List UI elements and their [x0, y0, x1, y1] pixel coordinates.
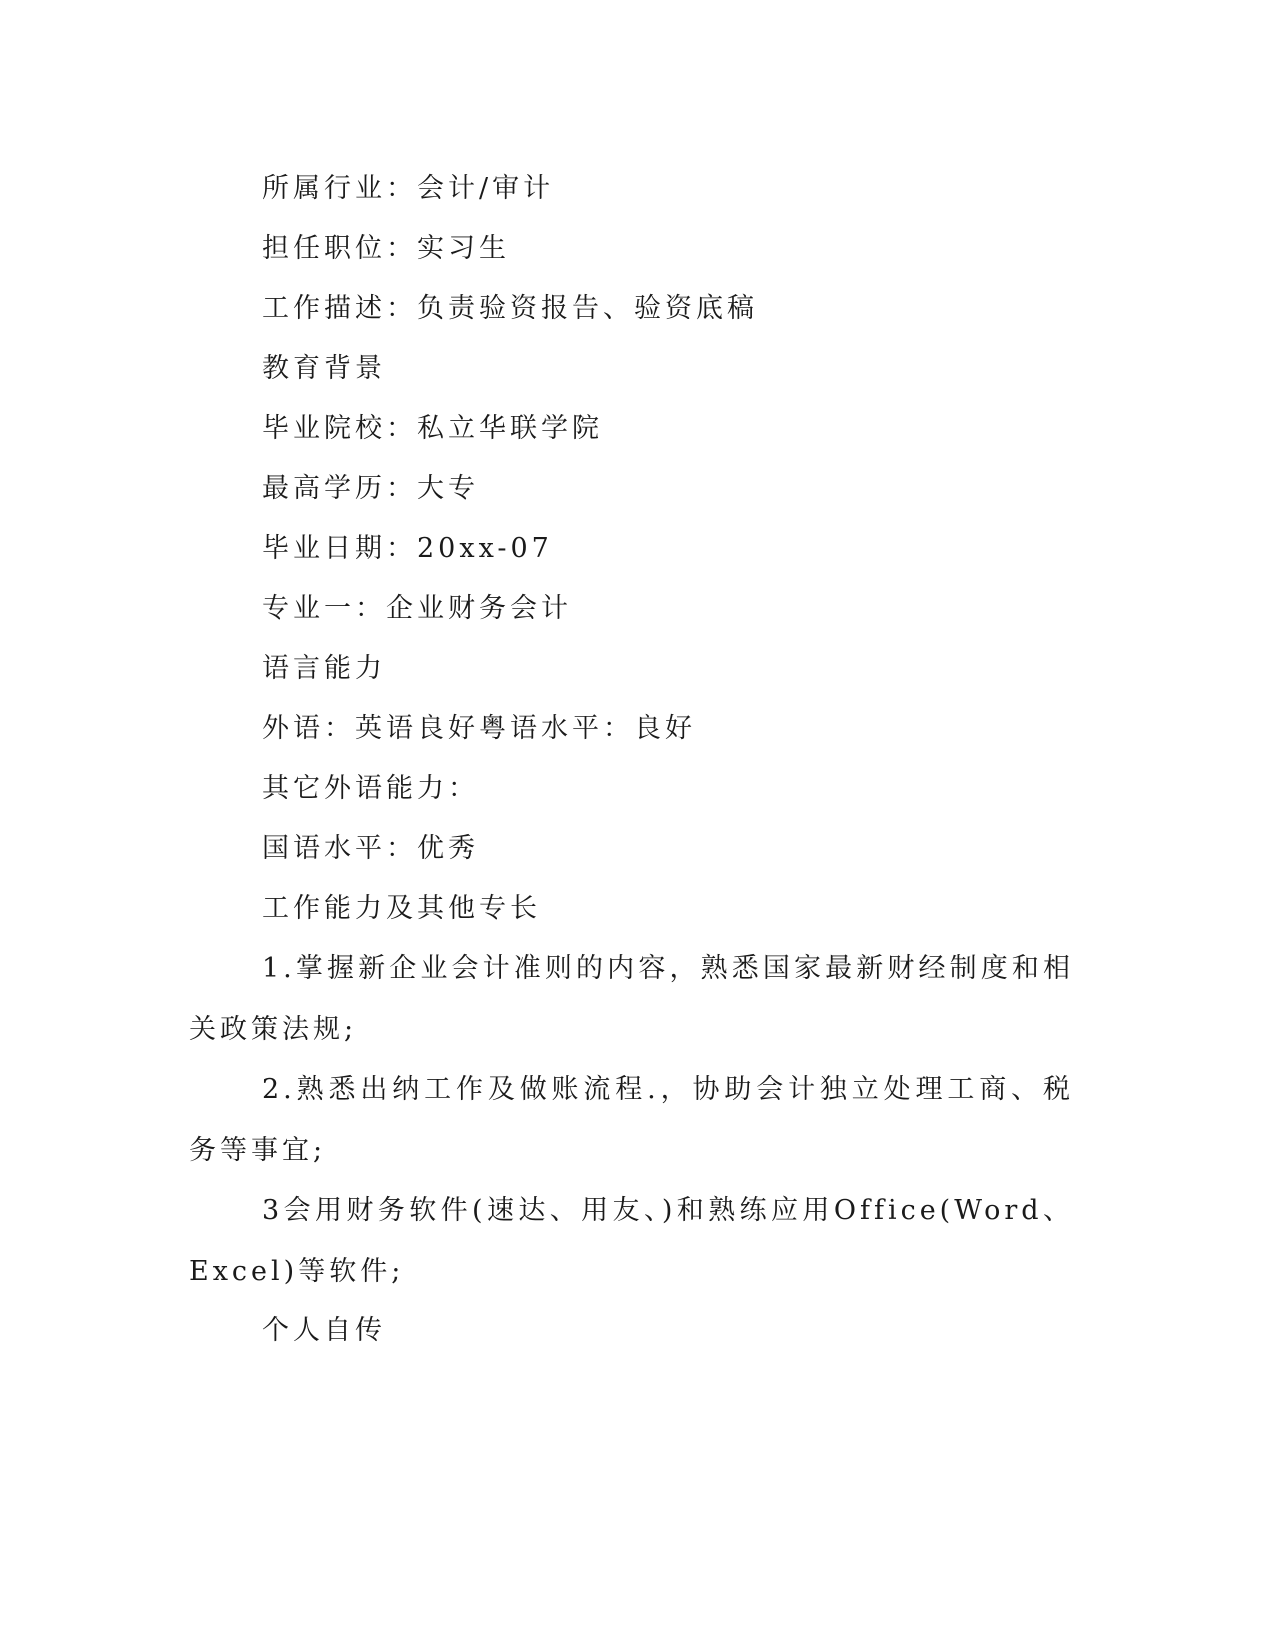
skill-item-3: 3会用财务软件(速达、用友、)和熟练应用Office(Word、Excel)等软件;: [189, 1195, 1074, 1287]
skill-item-1: 1.掌握新企业会计准则的内容，熟悉国家最新财经制度和相关政策法规;: [189, 953, 1074, 1045]
school-line: 毕业院校：私立华联学院: [262, 413, 603, 444]
skill-item-2: 2.熟悉出纳工作及做账流程.，协助会计独立处理工商、税务等事宜;: [189, 1074, 1074, 1166]
skills-heading: 工作能力及其他专长: [262, 893, 541, 924]
industry-line: 所属行业：会计/审计: [262, 173, 555, 204]
major-line: 专业一：企业财务会计: [262, 593, 572, 624]
job-description-line: 工作描述：负责验资报告、验资底稿: [262, 293, 758, 324]
mandarin-line: 国语水平：优秀: [262, 833, 479, 864]
foreign-language-line: 外语：英语良好粤语水平：良好: [262, 713, 696, 744]
degree-line: 最高学历：大专: [262, 473, 479, 504]
language-heading: 语言能力: [262, 653, 386, 684]
position-line: 担任职位：实习生: [262, 233, 510, 264]
autobiography-heading: 个人自传: [262, 1315, 386, 1346]
other-language-line: 其它外语能力：: [262, 773, 479, 804]
graduation-date-line: 毕业日期：20xx-07: [262, 533, 553, 564]
education-heading: 教育背景: [262, 353, 386, 384]
